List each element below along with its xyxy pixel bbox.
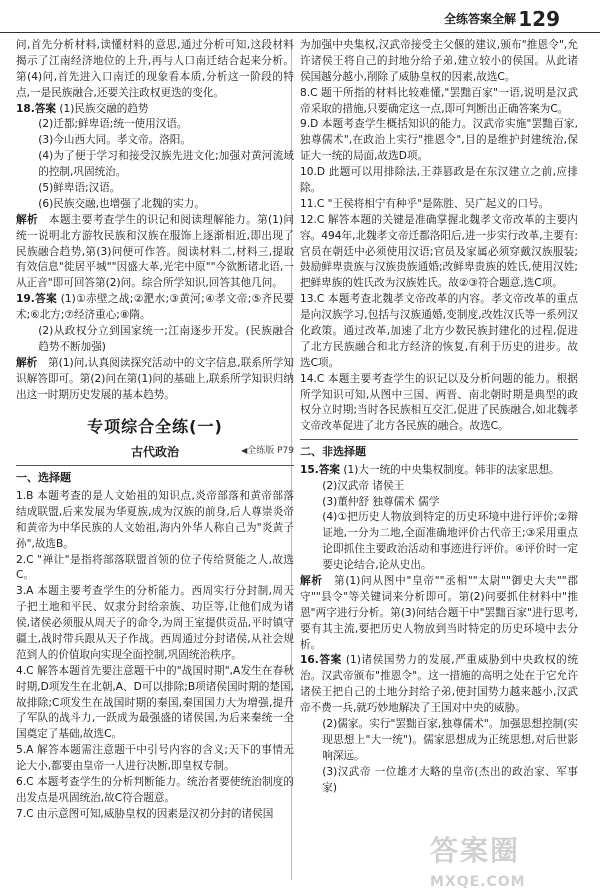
q16-line: (3)汉武帝 一位雄才大略的皇帝(杰出的政治家、军事家) <box>322 765 578 794</box>
right-column <box>300 38 578 796</box>
q18-line: (6)民族交融,也增强了北魏的实力。 <box>38 197 205 210</box>
q19-analysis: 第(1)问,认真阅读探究活动中的文字信息,联系所学知识解答即可。第(2)问在第(1)问的基础上,联系所学知识归纳出这一时期历史发展的基本趋势。 <box>16 356 294 401</box>
flag-icon: ◀ <box>241 446 248 456</box>
section-rule <box>16 465 294 466</box>
header-title: 全练答案全解 <box>443 12 516 26</box>
q18-label: 18.答案 <box>16 102 56 115</box>
q15-label: 15.答案 <box>300 463 340 476</box>
subsection-title: 古代政治 <box>130 445 179 460</box>
answer-item: 3.A 本题主要考查学生的分析能力。西周实行分封制,周天子把土地和平民、奴隶分封给亲族、功臣等,让他们成为诸侯,诸侯必须服从周天子的命令,为周王室提供贡品,平时镇守疆土,战时带兵跟从天子作战。西周通过分封诸侯,从社会规范到人的价值取向实现全面控制,巩固统治秩序。 <box>16 585 294 661</box>
q18-analysis-label: 解析 <box>16 213 38 226</box>
question-15: 15.答案 (1)大一统的中央集权制度。韩非的法家思想。 (2)汉武帝 诸侯王 (3)董仲舒 独尊儒术 儒学 (4)①把历史人物放到特定的历史环境中进行评价;②辩证地,一分为二地,全面准确地评价古代帝王;③采用重点论即抓住主要政治活动和事迹进行评价。④评价时一定要史论结合,论从史出。 解析 第(1)问从图中"皇帝""丞相""太尉""御史大夫""郡守""县令"等关键词来分析即可。第(2)问要抓住材料中"推恩"两字进行分析。第(3)问结合题干中"罢黜百家"进行思考,要有其主流,要把历史人物放到当时特定的历史环境中去分析。 <box>300 463 579 651</box>
q18-line: (3)今山西大同。孝文帝。洛阳。 <box>38 134 191 147</box>
answer-item: 为加强中央集权,汉武帝接受主父偃的建议,颁布"推恩令",允许诸侯王将自己的封地分给子弟,建立较小的侯国。从此诸侯国越分越小,削除了威胁皇权的因素,故选C。 <box>300 39 578 83</box>
section-heading: 一、选择题 <box>16 471 71 485</box>
answer-item: 12.C 解答本题的关键是准确掌握北魏孝文帝改革的主要内容。494年,北魏孝文帝迁都洛阳后,进一步实行改革,主要有:官员在朝廷中必须使用汉语;官员及家属必须穿戴汉族服装;鼓励鲜卑贵族与汉族贵族通婚;改鲜卑贵族的姓氏,使用汉姓;把鲜卑族的姓氏改为汉族姓氏。故②③符合题意,选C项。 <box>300 213 578 290</box>
watermark-url: MXQE.COM <box>430 874 526 890</box>
q15-line: (3)董仲舒 独尊儒术 儒学 <box>322 495 440 508</box>
answer-item: 14.C 本题主要考查学生的识记以及分析问题的能力。根据所学知识可知,从图中三国、两晋、南北朝时期是典型的政权分立时期;当时各民族相互交汇,促进了民族融合,如北魏孝文帝改革促进了北方各民族的融合。故选C。 <box>300 372 578 433</box>
answer-item: 1.B 本题考查的是人文始祖的知识点,炎帝部落和黄帝部落结成联盟,后来发展为华夏族,成为汉族的前身,后人尊崇炎帝和黄帝为中华民族的人文始祖,海内外华人称自己为"炎黄子孙",故选B。 <box>16 489 294 550</box>
answer-item: 8.C 题干所指的材料比较难懂,"罢黜百家"一语,说明是汉武帝采取的措施,只要确定这一点,即可判断出正确答案为C。 <box>300 86 578 115</box>
question-18: 18.答案 (1)民族交融的趋势 (2)迁都;鲜卑语;统一使用汉语。 (3)今山西大同。孝文帝。洛阳。 (4)为了便于学习和接受汉族先进文化;加强对黄河流域的控制,巩固统治。 (5)鲜卑语;汉语。 (6)民族交融,也增强了北魏的实力。 解析 本题主要考查学生的识记和阅读理解能力。第(1)问统一说明北方游牧民族和汉族在服饰上逐渐相近,即出现了民族融合趋势,第(3)问便可作答。阅读材料二,材料三,提取有效信息"徙居平城""因盛大革,光宅中原""今欲断诸北语,一从正音"即可回答第(2)问。综合所学知识,回答其他几问。 <box>16 102 295 290</box>
q15-analysis: 第(1)问从图中"皇帝""丞相""太尉""御史大夫""郡守""县令"等关键词来分析即可。第(2)问要抓住材料中"推恩"两字进行分析。第(3)问结合题干中"罢黜百家"进行思考,要有其主流,要把历史人物放到当时特定的历史环境中去分析。 <box>300 575 579 651</box>
answer-item: 13.C 本题考查北魏孝文帝改革的内容。孝文帝改革的重点是向汉族学习,包括与汉族通婚,变制度,改姓汉氏等一系列汉化政策。通过改革,加速了北方少数民族封建化的过程,促进了北方民族融合和北方经济的恢复,有利于历史的进步。故选C项。 <box>300 293 578 369</box>
answer-item: 11.C "王侯将相宁有种乎"是陈胜、吴广起义的口号。 <box>300 197 550 210</box>
q15-line: (4)①把历史人物放到特定的历史环境中进行评价;②辩证地,一分为二地,全面准确地评价古代帝王;③采用重点论即抓住主要政治活动和事迹进行评价。④评价时一定要史论结合,论从史出。 <box>322 511 578 572</box>
watermark-logo <box>430 830 590 890</box>
answer-item: 5.A 解答本题需注意题干中引号内容的含义;天下的事情无论大小,都要由皇帝一人进行决断,即皇权专制。 <box>16 744 294 773</box>
q18-line: (2)迁都;鲜卑语;统一使用汉语。 <box>38 118 188 131</box>
special-section-title: 专项综合全练(一) <box>87 417 223 437</box>
page-number: 129 <box>518 7 560 31</box>
q16-label: 16.答案 <box>300 654 342 667</box>
watermark-text: 答案圈 <box>430 834 521 867</box>
q19-label: 19.答案 <box>16 293 58 306</box>
page-header <box>0 0 600 30</box>
page-ref: ◀全练版 P79 <box>241 446 294 457</box>
q16-line: (2)儒家。实行"罢黜百家,独尊儒术"。加强思想控制(实现思想上"大一统")。儒家思想成为正统思想,对后世影响深远。 <box>322 718 578 762</box>
q15-line: (2)汉武帝 诸侯王 <box>322 479 405 492</box>
q18-line: (5)鲜卑语;汉语。 <box>38 182 121 195</box>
header-rule <box>0 32 600 33</box>
q18-analysis: 本题主要考查学生的识记和阅读理解能力。第(1)问统一说明北方游牧民族和汉族在服饰上逐渐相近,即出现了民族融合趋势,第(3)问便可作答。阅读材料二,材料三,提取有效信息"徙居平城""因盛大革,光宅中原""今欲断诸北语,一从正音"即可回答第(2)问。综合所学知识,回答其他几问。 <box>16 213 295 290</box>
section-rule <box>300 439 578 440</box>
subsection-row <box>16 443 294 461</box>
question-16: 16.答案 (1)诸侯国势力的发展,严重威胁到中央政权的统治。汉武帝颁布"推恩令"。这一措施的高明之处在于它允许诸侯王把自己的土地分封给子弟,使封国势力越来越小,汉武帝不费一兵,就巧妙地解决了王国对中央的威胁。 (2)儒家。实行"罢黜百家,独尊儒术"。加强思想控制(实现思想上"大一统")。儒家思想成为正统思想,对后世影响深远。 (3)汉武帝 一位雄才大略的皇帝(杰出的政治家、军事家) <box>300 653 578 796</box>
section-heading: 二、非选择题 <box>300 445 366 459</box>
answer-item: 10.D 此题可以用排除法,王莽篡政是在东汉建立之前,应排除。 <box>300 166 578 195</box>
left-column <box>16 38 294 823</box>
q19-line: (2)从政权分立到国家统一;江南逐步开发。(民族融合趋势不断加强) <box>38 325 294 353</box>
answer-item: 7.C 由示意图可知,威胁皇权的因素是汉初分封的诸侯国 <box>16 807 274 820</box>
intro-text: 问,首先分析材料,读懂材料的意思,通过分析可知,这段材料揭示了江南经济地位的上升,再与人口南迁结合起来分析。第(4)问,首先进入口南迁的现象看本质,分析这一阶段的特点,一是民族融合,还要关注政权更迭的变化。 <box>16 39 294 99</box>
answer-item: 2.C "禅让"是指将部落联盟首领的位子传给贤能之人,故选C。 <box>16 553 294 582</box>
answer-item: 6.C 本题考查学生的分析判断能力。统治者要使统治制度的出发点是巩固统治,故C符合题意。 <box>16 776 294 804</box>
answer-item: 9.D 本题考查学生概括知识的能力。汉武帝实施"罢黜百家,独尊儒术",在政治上实行"推恩令",目的是维护封建统治,保证大一统的局面,故选D项。 <box>300 118 578 163</box>
q19-analysis-label: 解析 <box>16 356 38 369</box>
answer-item: 4.C 解答本题首先要注意题干中的"战国时期",A发生在春秋时期,D项发生在北朝,A、D可以排除;B项诸侯国时期的楚国,故排除;C项发生在战国时期的秦国,秦国国力大为增强,提升了军队的战斗力,一跃成为最强盛的诸侯国,为后来秦统一全国奠定了基础,故选C。 <box>16 664 294 741</box>
q18-line: (4)为了便于学习和接受汉族先进文化;加强对黄河流域的控制,巩固统治。 <box>38 150 294 179</box>
q15-analysis-label: 解析 <box>300 575 323 587</box>
question-19: 19.答案 (1)①赤壁之战;②淝水;③黄河;④孝文帝;⑤齐民要术;⑥北方;⑦经济重心;⑧隋。 (2)从政权分立到国家统一;江南逐步开发。(民族融合趋势不断加强) 解析 第(1)问,认真阅读探究活动中的文字信息,联系所学知识解答即可。第(2)问在第(1)问的基础上,联系所学知识归纳出这一时期历史发展的基本趋势。 <box>16 293 294 401</box>
